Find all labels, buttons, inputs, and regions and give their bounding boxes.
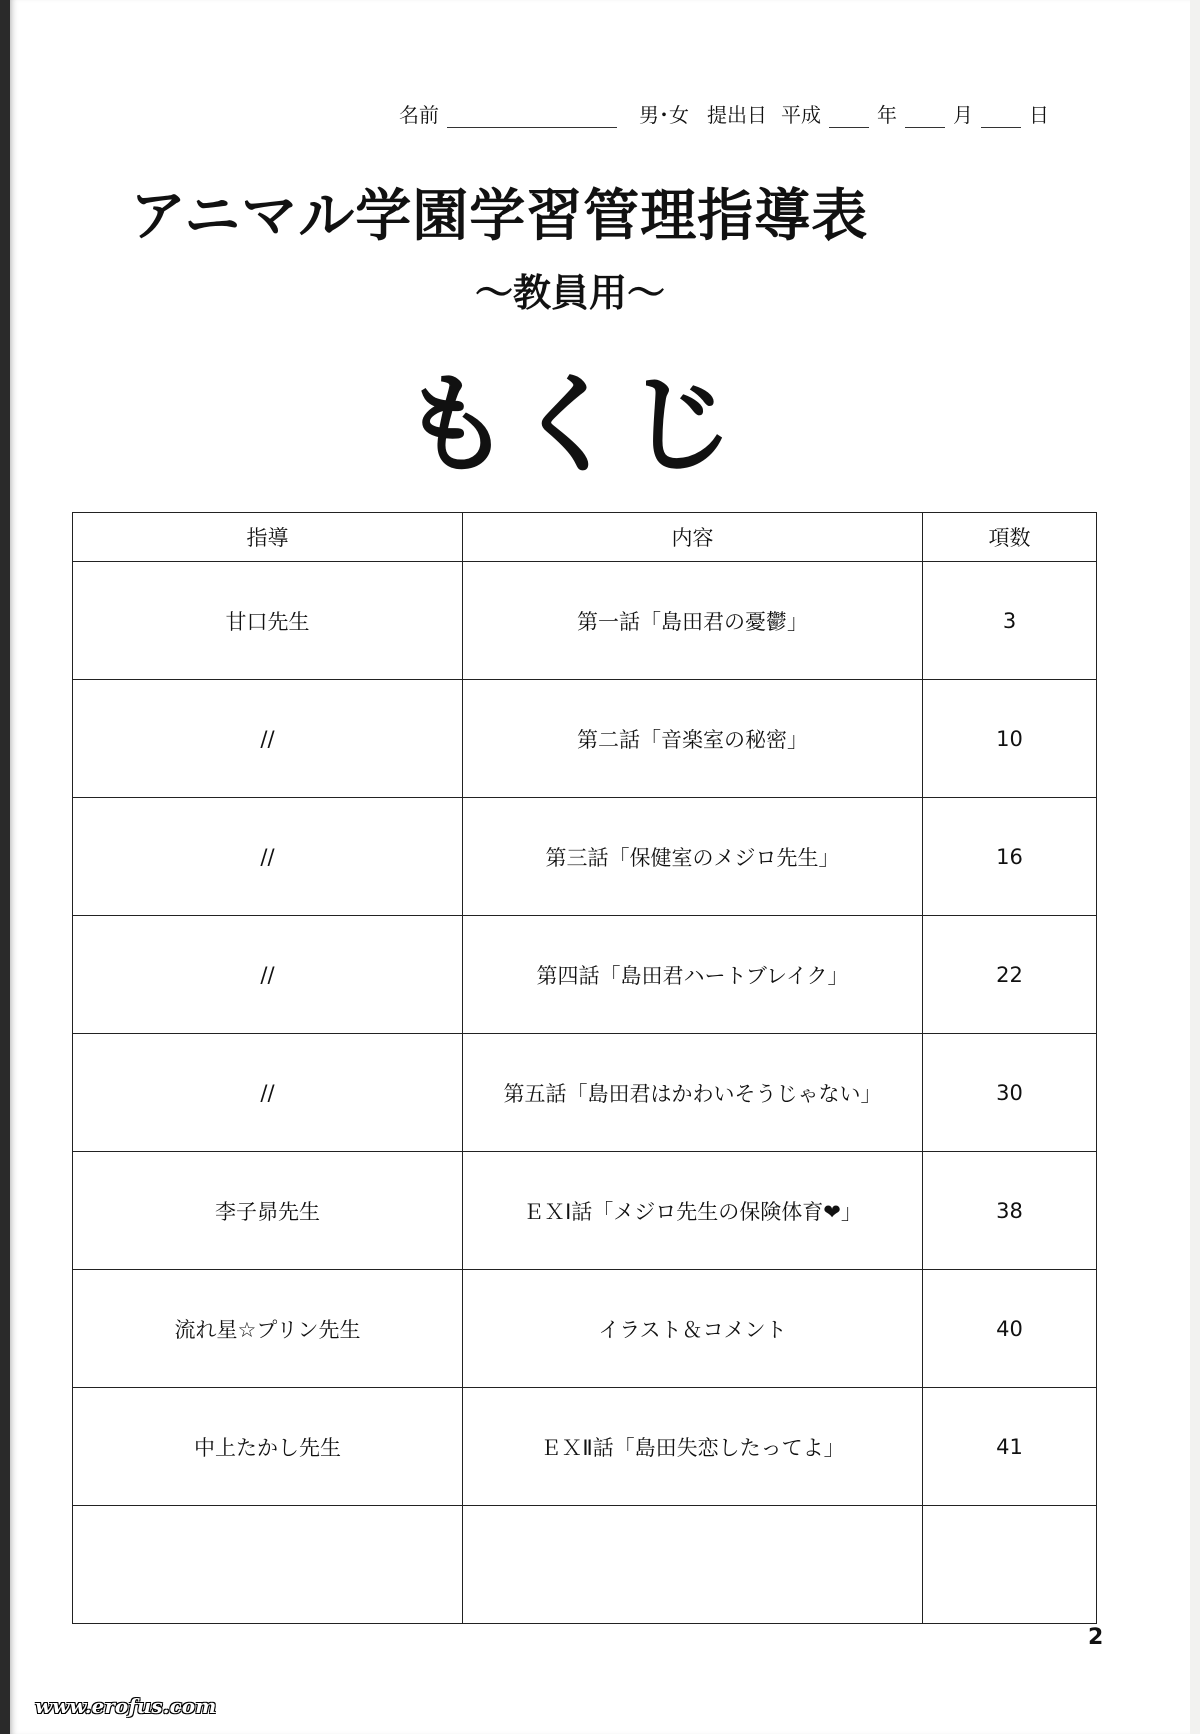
content-cell: 第二話「音楽室の秘密」 <box>463 680 923 798</box>
document-page <box>10 0 1190 1734</box>
table-row <box>73 798 1097 916</box>
content-cell <box>463 1506 923 1624</box>
table-row <box>73 916 1097 1034</box>
content-cell: ＥＸⅡ話「島田失恋したってよ」 <box>463 1388 923 1506</box>
page-cell: 10 <box>923 680 1097 798</box>
content-cell: 第一話「島田君の憂鬱」 <box>463 562 923 680</box>
instructor-cell <box>73 1506 463 1624</box>
name-blank <box>447 101 617 128</box>
watermark: www.erofus.com <box>35 1694 217 1718</box>
era-label: 平成 <box>781 103 821 127</box>
content-cell: 第四話「島田君ハートブレイク」 <box>463 916 923 1034</box>
column-header-content: 内容 <box>463 513 923 562</box>
content-cell: 第三話「保健室のメジロ先生」 <box>463 798 923 916</box>
page-cell: 41 <box>923 1388 1097 1506</box>
table-of-contents <box>72 512 1097 1624</box>
column-header-page: 項数 <box>923 513 1097 562</box>
page-cell: 3 <box>923 562 1097 680</box>
year-blank <box>829 101 869 128</box>
contents-heading: もくじ <box>401 363 738 488</box>
day-blank <box>981 101 1021 128</box>
content-cell: 第五話「島田君はかわいそうじゃない」 <box>463 1034 923 1152</box>
year-label: 年 <box>877 103 897 127</box>
instructor-cell: // <box>73 916 463 1034</box>
day-label: 日 <box>1029 103 1049 127</box>
table-header-row <box>73 513 1097 562</box>
submission-header <box>395 92 1095 128</box>
page-cell <box>923 1506 1097 1624</box>
instructor-cell: 李子昴先生 <box>73 1152 463 1270</box>
page-cell: 40 <box>923 1270 1097 1388</box>
content-cell: イラスト＆コメント <box>463 1270 923 1388</box>
table-row <box>73 1152 1097 1270</box>
name-label: 名前 <box>399 103 439 127</box>
table-row <box>73 1506 1097 1624</box>
page-edge <box>0 0 10 1734</box>
month-blank <box>905 101 945 128</box>
instructor-cell: 流れ星☆プリン先生 <box>73 1270 463 1388</box>
page-cell: 38 <box>923 1152 1097 1270</box>
column-header-instructor: 指導 <box>73 513 463 562</box>
gender-label: 男･女 <box>639 103 689 127</box>
instructor-cell: // <box>73 1034 463 1152</box>
page-cell: 16 <box>923 798 1097 916</box>
instructor-cell: 中上たかし先生 <box>73 1388 463 1506</box>
instructor-cell: // <box>73 798 463 916</box>
table-row <box>73 1270 1097 1388</box>
document-subtitle: 〜教員用〜 <box>474 271 665 315</box>
table-row <box>73 1034 1097 1152</box>
page-number: 2 <box>1088 1625 1104 1650</box>
month-label: 月 <box>953 103 973 127</box>
instructor-cell: 甘口先生 <box>73 562 463 680</box>
table-row <box>73 562 1097 680</box>
page-cell: 22 <box>923 916 1097 1034</box>
document-title: アニマル学園学習管理指導表 <box>130 184 869 249</box>
table-row <box>73 680 1097 798</box>
content-cell: ＥＸⅠ話「メジロ先生の保険体育❤」 <box>463 1152 923 1270</box>
table-row <box>73 1388 1097 1506</box>
date-label: 提出日 <box>707 103 767 127</box>
instructor-cell: // <box>73 680 463 798</box>
page-cell: 30 <box>923 1034 1097 1152</box>
